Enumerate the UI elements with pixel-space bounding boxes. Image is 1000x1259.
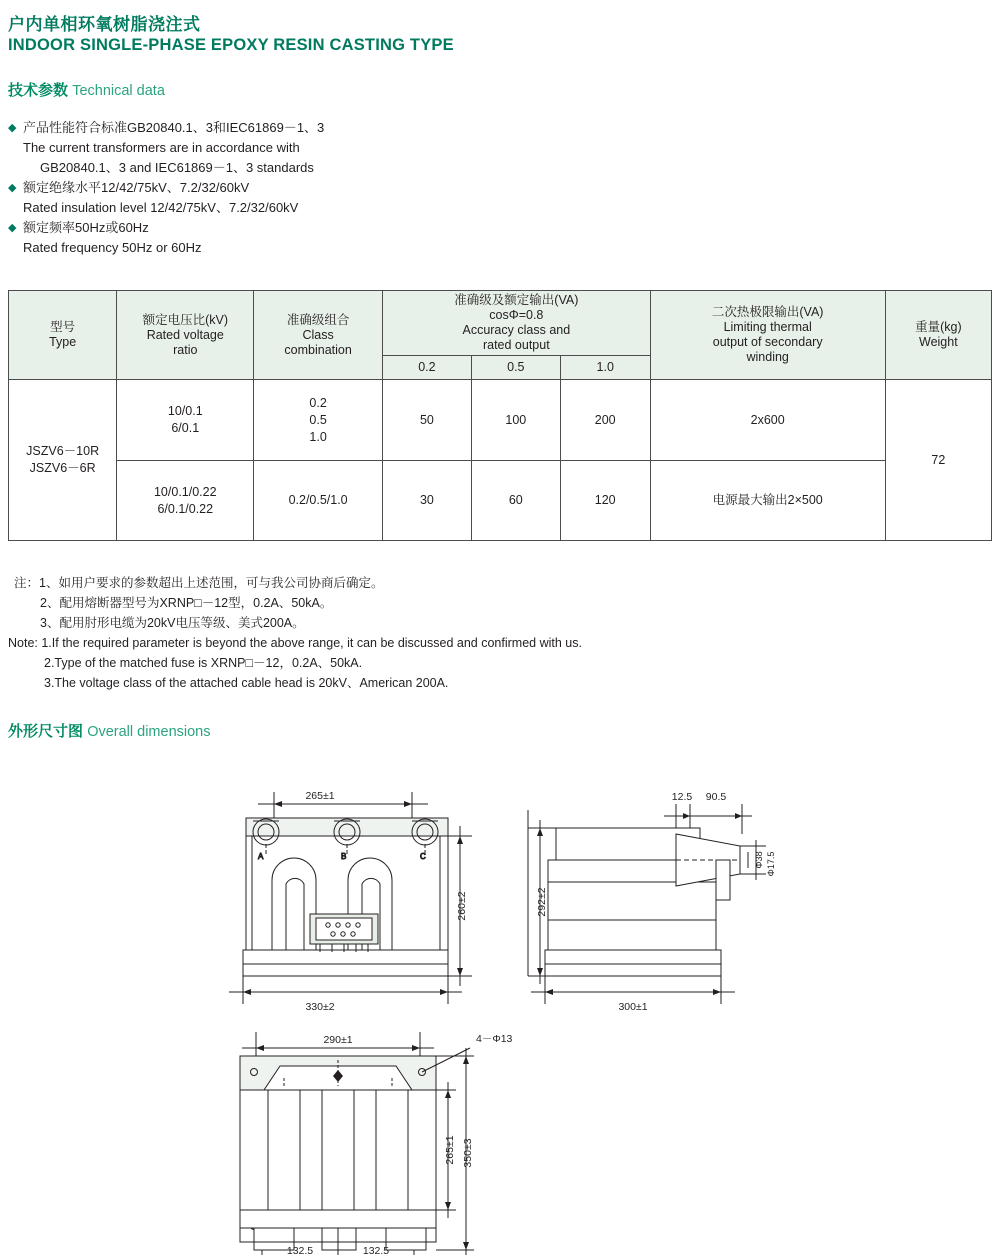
cell-type-line2: JSZV6－6R [29,461,96,475]
top-dim-outer-label: 350±3 [462,1138,474,1168]
cell-ratio-line2: 6/0.1 [171,421,200,435]
side-view-drawing [528,804,766,1004]
section-heading-technical-data [8,79,165,100]
column-header-accuracy-en1: Accuracy class and [462,323,571,337]
column-header-accuracy-cn: 准确级及额定输出(VA) [454,293,579,307]
side-dim-b-label: 90.5 [705,791,727,803]
side-dia-2-label: Φ17.5 [766,851,776,877]
side-dim-height-label: 292±2 [536,887,548,917]
cell-type [9,380,117,541]
column-header-type-en: Type [49,335,77,349]
cell-thermal-output: 电源最大输出2×500 [650,461,885,541]
cell-ratio-line1: 10/0.1 [167,404,203,418]
dimension-drawings [0,760,1000,1255]
cell-type-line1: JSZV6－10R [26,444,100,458]
diamond-bullet-icon: ◆ [8,182,17,194]
diamond-bullet-icon: ◆ [8,122,17,134]
front-view-label-b: B [341,852,347,861]
front-view-drawing [229,792,472,1004]
column-header-thermal-en1: Limiting thermal [723,320,812,334]
column-header-thermal-en3: winding [746,350,789,364]
bullet-text-cn: 额定绝缘水平12/42/75kV、7.2/32/60kV [23,180,250,195]
cell-va-05: 60 [471,461,560,541]
column-header-thermal-en2: output of secondary [712,335,823,349]
cell-ratio-line2: 6/0.1/0.22 [157,501,214,516]
side-dia-1-label: Φ38 [754,851,764,869]
column-header-class-en2: combination [284,342,352,357]
side-dim-a-label: 12.5 [671,791,693,803]
table-body [9,380,992,541]
top-hole-note-label: 4－Φ13 [476,1033,513,1045]
bullet-item-frequency [8,218,608,258]
table-row [9,461,992,541]
page-title-cn: 户内单相环氧树脂浇注式 [8,15,201,34]
diamond-bullet-icon: ◆ [8,222,17,234]
front-view-label-c: C [420,852,426,861]
section-heading-overall-dimensions [8,720,211,741]
specifications-table [8,290,992,541]
column-header-accuracy-05: 0.5 [471,356,560,380]
top-dim-b2-label: 132.5 [362,1245,390,1255]
top-dim-inner-label: 265±1 [444,1135,456,1165]
section-heading-technical-en: Technical data [72,83,165,99]
column-header-type [9,291,117,380]
column-header-rated-voltage-ratio [117,291,254,380]
column-header-accuracy-en2: rated output [482,338,550,352]
column-header-accuracy-02: 0.2 [382,356,471,380]
bullet-text-en-line1: Rated frequency 50Hz or 60Hz [23,240,202,255]
side-dim-bottom-label: 300±1 [618,1001,648,1013]
front-dim-height-label: 260±2 [456,891,468,921]
column-header-limiting-thermal-output [650,291,885,380]
cell-va-10: 200 [560,380,650,461]
section-heading-dimensions-en: Overall dimensions [87,724,211,740]
page-title-en: INDOOR SINGLE-PHASE EPOXY RESIN CASTING TYPE [8,36,454,54]
cell-ratio [117,461,254,541]
bullet-text-en-line1: Rated insulation level 12/42/75kV、7.2/32/60kV [23,200,299,215]
section-heading-dimensions-cn: 外形尺寸图 [8,723,84,740]
column-header-thermal-cn: 二次热极限输出(VA) [711,305,824,319]
table-header [9,291,992,380]
cell-ratio [117,380,254,461]
column-header-ratio-en2: ratio [173,342,198,357]
column-header-weight [885,291,991,380]
front-view-label-a: A [258,852,264,861]
section-heading-technical-cn: 技术参数 [8,82,69,99]
column-header-accuracy-10: 1.0 [560,356,650,380]
column-header-class-combination [254,291,383,380]
note-cn-3: 3、配用肘形电缆为20kV电压等级、美式200A。 [40,616,305,630]
cell-class-line2: 0.5 [309,412,327,427]
cell-class-combination [254,380,383,461]
note-en-2: 2.Type of the matched fuse is XRNP□－12，0.2A、50kA. [44,656,363,670]
cell-class-line3: 1.0 [309,429,327,444]
cell-va-05: 100 [471,380,560,461]
cell-va-02: 50 [382,380,471,461]
technical-bullet-list [8,118,608,258]
column-header-weight-cn: 重量(kg) [915,320,962,334]
note-en-3: 3.The voltage class of the attached cable head is 20kV、American 200A. [44,676,449,690]
note-cn-2: 2、配用熔断器型号为XRNP□－12型，0.2A、50kA。 [40,596,333,610]
front-dim-top-label: 265±1 [305,790,335,802]
note-en-1: Note: 1.If the required parameter is beyond the above range, it can be discussed and confirmed with us. [8,636,582,650]
column-header-class-en1: Class [302,327,334,342]
column-header-ratio-cn: 额定电压比(kV) [142,312,228,327]
column-header-class-cn: 准确级组合 [286,312,350,327]
column-header-accuracy-cos: cosΦ=0.8 [489,308,544,322]
note-cn-1: 注：1、如用户要求的参数超出上述范围，可与我公司协商后确定。 [14,576,384,590]
bullet-item-insulation [8,178,608,218]
table-header-row-main [9,291,992,356]
table-row [9,380,992,461]
bullet-text-cn: 产品性能符合标准GB20840.1、3和IEC61869－1、3 [23,120,325,135]
cell-thermal-output: 2x600 [650,380,885,461]
column-header-weight-en: Weight [919,335,958,349]
column-header-accuracy-rated-output [382,291,650,356]
bullet-text-cn: 额定频率50Hz或60Hz [23,220,149,235]
bullet-item-standards [8,118,608,178]
top-view-drawing [240,1032,474,1255]
column-header-type-cn: 型号 [50,320,76,334]
bullet-text-en-line2: GB20840.1、3 and IEC61869－1、3 standards [40,160,314,175]
cell-weight: 72 [885,380,991,541]
cell-class-combination: 0.2/0.5/1.0 [254,461,383,541]
cell-va-10: 120 [560,461,650,541]
column-header-ratio-en1: Rated voltage [146,327,224,342]
cell-va-02: 30 [382,461,471,541]
top-dim-b1-label: 132.5 [286,1245,314,1255]
top-dim-top-label: 290±1 [323,1034,353,1046]
bullet-text-en-line1: The current transformers are in accordance with [23,140,300,155]
drawings-svg [0,760,1000,1255]
front-dim-bottom-label: 330±2 [305,1001,335,1013]
notes-block [8,573,914,693]
cell-ratio-line1: 10/0.1/0.22 [153,484,217,499]
cell-class-line1: 0.2 [309,395,327,410]
